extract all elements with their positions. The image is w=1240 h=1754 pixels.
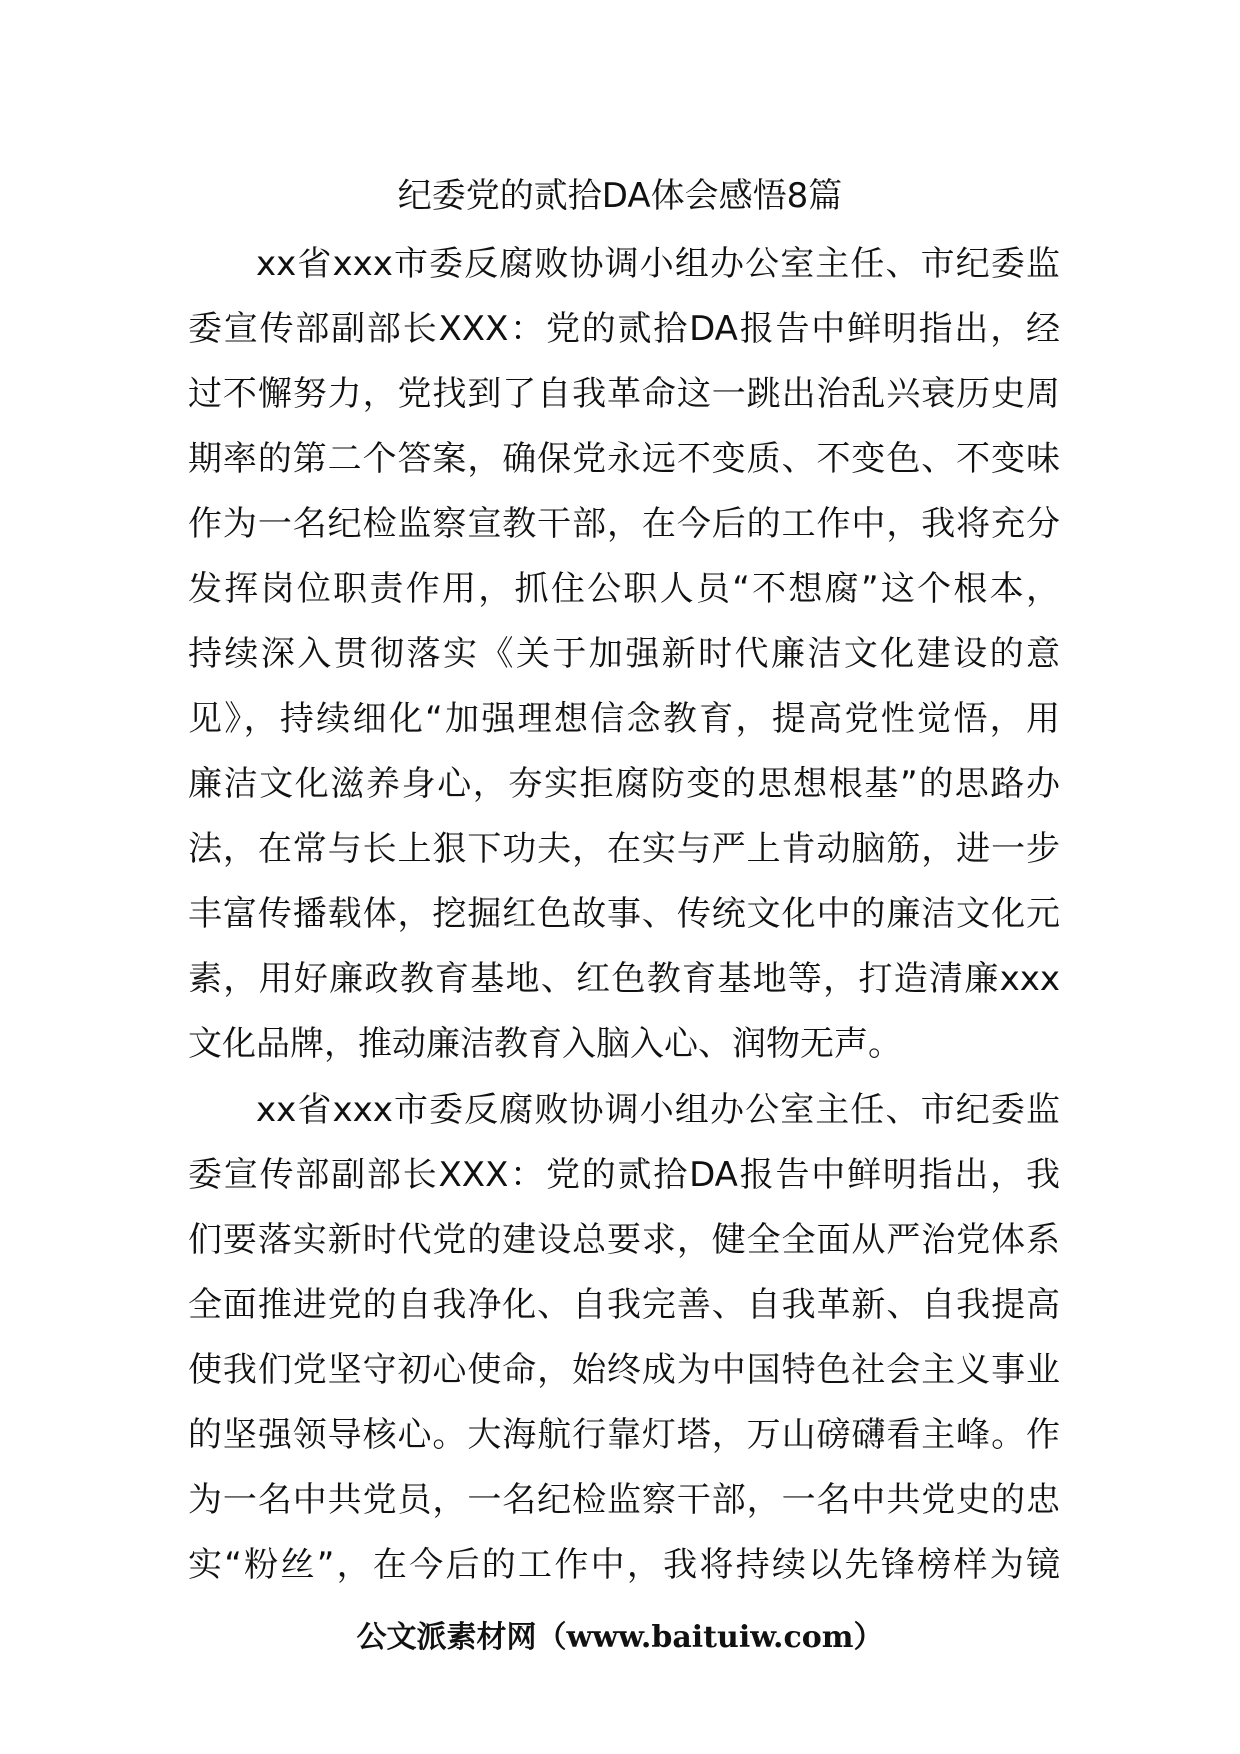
paragraph-1-line-11: 丰富传播载体，挖掘红色故事、传统文化中的廉洁文化元 (188, 894, 1060, 934)
paragraph-1 (188, 232, 1060, 1077)
paragraph-1-line-4: 期率的第二个答案，确保党永远不变质、不变色、不变味 (188, 439, 1060, 479)
footer-watermark: 公文派素材网（www.baituiw.com） (356, 1620, 884, 1655)
paragraph-1-line-8: 见》，持续细化“加强理想信念教育，提高党性觉悟，用 (188, 699, 1060, 739)
paragraph-2-line-5: 使我们党坚守初心使命，始终成为中国特色社会主义事业 (188, 1350, 1060, 1390)
paragraph-1-line-9: 廉洁文化滋养身心，夯实拒腐防变的思想根基”的思路办 (188, 764, 1060, 804)
document-title: 纪委党的贰拾DA体会感悟8篇 (397, 176, 843, 216)
paragraph-1-line-3: 过不懈努力，党找到了自我革命这一跳出治乱兴衰历史周 (188, 374, 1060, 414)
paragraph-1-line-13: 文化品牌，推动廉洁教育入脑入心、润物无声。 (188, 1024, 902, 1064)
paragraph-2-line-8: 实“粉丝”，在今后的工作中，我将持续以先锋榜样为镜 (188, 1545, 1060, 1585)
paragraph-2-line-4: 全面推进党的自我净化、自我完善、自我革新、自我提高 (188, 1285, 1060, 1325)
paragraph-2 (188, 1078, 1060, 1598)
paragraph-1-line-12: 素，用好廉政教育基地、红色教育基地等，打造清廉xxx (188, 959, 1060, 999)
paragraph-1-line-6: 发挥岗位职责作用，抓住公职人员“不想腐”这个根本， (188, 569, 1060, 609)
paragraph-1-line-10: 法，在常与长上狠下功夫，在实与严上肯动脑筋，进一步 (188, 829, 1060, 869)
paragraph-1-line-1: xx省xxx市委反腐败协调小组办公室主任、市纪委监 (256, 244, 1060, 284)
paragraph-2-line-2: 委宣传部副部长XXX：党的贰拾DA报告中鲜明指出，我 (188, 1155, 1060, 1195)
paragraph-2-line-6: 的坚强领导核心。大海航行靠灯塔，万山磅礴看主峰。作 (188, 1415, 1060, 1455)
paragraph-2-line-7: 为一名中共党员，一名纪检监察干部，一名中共党史的忠 (188, 1480, 1060, 1520)
paragraph-2-line-3: 们要落实新时代党的建设总要求，健全全面从严治党体系 (188, 1220, 1060, 1260)
paragraph-1-line-5: 作为一名纪检监察宣教干部，在今后的工作中，我将充分 (188, 504, 1060, 544)
paragraph-1-line-2: 委宣传部副部长XXX：党的贰拾DA报告中鲜明指出，经 (188, 309, 1060, 349)
paragraph-2-line-1: xx省xxx市委反腐败协调小组办公室主任、市纪委监 (256, 1090, 1060, 1130)
paragraph-1-line-7: 持续深入贯彻落实《关于加强新时代廉洁文化建设的意 (188, 634, 1060, 674)
